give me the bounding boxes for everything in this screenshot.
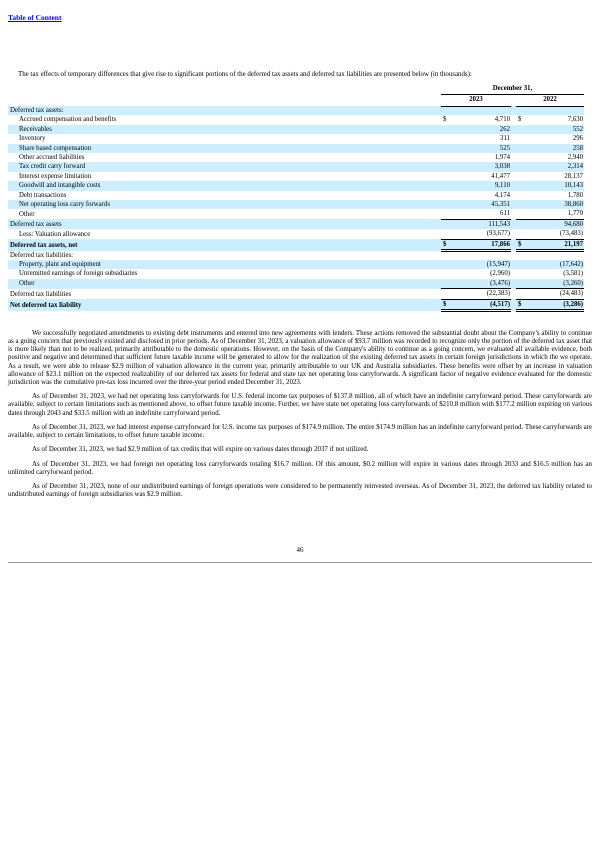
currency-2023: $ — [443, 116, 447, 124]
value-2022: 296 — [572, 135, 584, 143]
currency-2023 — [441, 125, 453, 134]
currency-2023: $ — [441, 239, 453, 250]
table-row — [8, 125, 584, 134]
footer-divider — [8, 562, 592, 563]
value-2023 — [453, 251, 511, 260]
value-2022: 1,770 — [528, 209, 584, 219]
table-header-years-row — [8, 95, 584, 107]
value-2022: 258 — [528, 144, 584, 153]
currency-2023 — [441, 153, 453, 162]
table-row — [8, 219, 584, 229]
row-label: Goodwill and intangible costs — [8, 181, 441, 190]
currency-2023 — [441, 106, 453, 115]
currency-2023 — [441, 289, 453, 299]
currency-2022 — [516, 279, 528, 289]
table-row — [8, 200, 584, 209]
value-2023: 1,974 — [494, 154, 510, 162]
currency-2023: $ — [441, 299, 453, 310]
value-2022: 28,137 — [564, 172, 584, 180]
currency-2023 — [441, 260, 453, 269]
row-label: Deferred tax assets: — [8, 106, 441, 115]
value-2022: (24,483) — [528, 289, 584, 299]
currency-2023 — [441, 251, 453, 260]
value-2022: (17,642) — [528, 260, 584, 269]
column-header-2023: 2023 — [441, 95, 511, 107]
currency-2023 — [441, 229, 453, 239]
row-label: Net operating loss carry forwards — [8, 200, 441, 209]
table-row — [8, 251, 584, 260]
value-2023: 525 — [453, 144, 511, 153]
table-row — [8, 106, 584, 115]
row-label: Other accrued liabilities — [19, 154, 85, 162]
value-2023: (2,960) — [490, 270, 510, 278]
table-row — [8, 209, 584, 219]
table-row — [8, 153, 584, 162]
table-row — [8, 239, 584, 250]
value-2023: 9,110 — [453, 181, 511, 190]
row-label: Deferred tax assets, net — [8, 239, 441, 250]
currency-2022 — [516, 162, 528, 171]
row-label: Deferred tax liabilities — [10, 290, 72, 298]
value-2023: (15,947) — [453, 260, 511, 269]
value-2022: 21,197 — [528, 239, 584, 250]
table-row — [8, 172, 584, 181]
value-2022: 2,940 — [567, 154, 584, 162]
value-2022: (3,260) — [528, 279, 584, 289]
value-2022: 94,680 — [528, 219, 584, 229]
currency-2023 — [441, 191, 453, 200]
table-row — [8, 181, 584, 190]
value-2023 — [453, 106, 511, 115]
currency-2022 — [516, 134, 528, 143]
table-header-group-row — [8, 84, 584, 95]
currency-2023 — [441, 181, 453, 190]
currency-2022 — [516, 191, 528, 200]
value-2022 — [528, 106, 584, 115]
row-label: Other — [19, 210, 35, 218]
currency-2023 — [441, 172, 453, 181]
row-label: Inventory — [19, 135, 46, 143]
value-2023: 4,710 — [494, 116, 510, 124]
currency-2022 — [516, 200, 528, 209]
table-row — [8, 289, 584, 299]
currency-2022 — [516, 260, 528, 269]
value-2023: 41,477 — [491, 172, 510, 180]
table-row — [8, 269, 584, 278]
table-row — [8, 134, 584, 143]
row-label: Debt transactions — [19, 191, 67, 199]
currency-2022: $ — [516, 239, 528, 250]
value-2023: 45,351 — [453, 200, 511, 209]
value-2023: 311 — [500, 135, 510, 143]
currency-2023 — [441, 200, 453, 209]
value-2022: (3,286) — [528, 299, 584, 310]
currency-2023 — [441, 269, 453, 278]
paragraphs — [8, 330, 592, 506]
value-2022: (3,581) — [563, 270, 584, 278]
row-label: Tax credit carry forward — [8, 162, 441, 171]
currency-2022 — [516, 269, 528, 278]
row-label: Receivables — [8, 125, 441, 134]
value-2022: 2,314 — [528, 162, 584, 171]
row-label: Other — [8, 279, 441, 289]
body-paragraph: As of December 31, 2023, we had $2.9 million of tax credits that will expire on various dates through 2037 if not utilized. — [32, 446, 369, 454]
table-header-date: December 31, — [441, 84, 584, 95]
currency-2023 — [441, 162, 453, 171]
currency-2022 — [516, 181, 528, 190]
row-label: Unremitted earnings of foreign subsidiaries — [19, 270, 138, 278]
value-2023: (22,383) — [453, 289, 511, 299]
row-label: Less: Valuation allowance — [19, 230, 91, 238]
deferred-tax-table-body — [8, 106, 584, 311]
currency-2023 — [441, 219, 453, 229]
currency-2022 — [516, 229, 528, 239]
deferred-tax-table — [8, 84, 584, 312]
value-2023: 262 — [453, 125, 511, 134]
currency-2023 — [441, 279, 453, 289]
table-row — [8, 144, 584, 153]
row-label: Property, plant and equipment — [8, 260, 441, 269]
value-2023: (93,677) — [453, 229, 511, 239]
value-2023: 3,038 — [453, 162, 511, 171]
currency-2022 — [516, 251, 528, 260]
currency-2023 — [441, 209, 453, 219]
value-2022 — [528, 251, 584, 260]
value-2022: 1,780 — [567, 191, 584, 199]
value-2022: 7,630 — [567, 116, 584, 124]
row-label: Interest expense limitation — [19, 172, 92, 180]
body-paragraph: As of December 31, 2023, we had foreign net operating loss carryforwards totaling $16.7 million. Of this amount, $0.2 million will expire in various dates through 2033 and $16.5 million has an unlimited carryforward period. — [8, 460, 592, 476]
table-row — [8, 191, 584, 200]
currency-2022 — [516, 289, 528, 299]
body-paragraph: As of December 31, 2023, none of our undistributed earnings of foreign operations were considered to be permanently reinvested overseas. As of December 31, 2023, the deferred tax liability related to undistributed earnings of foreign subsidiaries was $2.9 million. — [8, 483, 592, 499]
row-label: Net deferred tax liability — [8, 299, 441, 310]
currency-2023 — [441, 144, 453, 153]
body-paragraph: As of December 31, 2023, we had net operating loss carryforwards for U.S. federal income tax purposes of $137.8 million, all of which have an indefinite carryforward period. These carryforwards are available, subject to certain limitations such as mentioned above, to offset future taxable income. Further, we have state net operating loss carryforwards of $210.8 million with $177.2 million expiring on various dates through 2043 and $33.5 million with an indefinite carryforward period. — [8, 393, 592, 417]
value-2022: 10,143 — [528, 181, 584, 190]
value-2023: 111,543 — [453, 219, 511, 229]
table-of-content-link[interactable]: Table of Content — [8, 13, 62, 22]
currency-2022 — [516, 209, 528, 219]
currency-2022 — [516, 172, 528, 181]
currency-2022 — [516, 125, 528, 134]
table-row — [8, 279, 584, 289]
row-label: Deferred tax assets — [8, 219, 441, 229]
row-label: Accrued compensation and benefits — [19, 116, 117, 124]
table-row — [8, 299, 584, 310]
value-2023: 611 — [453, 209, 511, 219]
header-spacer — [8, 95, 441, 107]
body-paragraph: As of December 31, 2023, we had interest expense carryforward for U.S. income tax purposes of $174.9 million. The entire $174.9 million has an indefinite carryforward period. These carryforwards are available, subject to certain limitations, to offset future taxable income. — [8, 423, 592, 440]
currency-2023 — [441, 134, 453, 143]
row-label: Deferred tax liabilities: — [10, 251, 74, 259]
table-row — [8, 162, 584, 171]
currency-2022 — [516, 219, 528, 229]
currency-2022 — [516, 153, 528, 162]
table-row — [8, 115, 584, 124]
value-2022: (73,483) — [528, 229, 584, 239]
column-header-2022: 2022 — [516, 95, 584, 107]
intro-paragraph: The tax effects of temporary differences that give rise to significant portions of the deferred tax assets and deferred tax liabilities are presented below (in thousands): — [18, 71, 472, 78]
value-2023: 17,866 — [453, 239, 511, 250]
value-2023: (4,517) — [453, 299, 511, 310]
page-number: 46 — [296, 546, 304, 554]
header-spacer — [8, 84, 441, 95]
body-paragraph: We successfully negotiated amendments to existing debt instruments and entered into new agreements with lenders. These actions removed the substantial doubt about the Company's ability to continue as a going concern that previously existed and disclosed in prior periods. As of December 31, 2023, a valuation allowance of $93.7 million was recorded to recognize only the portion of the deferred tax asset that is more likely than not to be realized, primarily attributable to the domestic operations. However, on the basis of the Company's ability to continue as a going concern, we evaluated all available evidence, both positive and negative and determined that sufficient future taxable income will be generated to allow for the realization of the existing deferred tax assets in certain foreign jurisdictions in which the we operate. As a result, we were able to release $2.9 million of valuation allowance in the current year, primarily attributable to our UK and Australia subsidiaries. These benefits were offset by an increase in valuation allowance of $23.1 million on the expected realizability of our deferred tax assets for federal and state tax net operating loss carryforwards. A significant factor of negative evidence evaluated for the domestic jurisdiction was the cumulative pre-tax loss incurred over the three-year period ended December 31, 2023. — [8, 330, 592, 386]
currency-2022: $ — [518, 116, 522, 124]
currency-2022: $ — [516, 299, 528, 310]
value-2022: 552 — [528, 125, 584, 134]
value-2022: 38,860 — [528, 200, 584, 209]
currency-2022 — [516, 144, 528, 153]
currency-2022 — [516, 106, 528, 115]
row-label: Share based compensation — [8, 144, 441, 153]
value-2023: 4,174 — [494, 191, 510, 199]
value-2023: (3,476) — [453, 279, 511, 289]
table-row — [8, 260, 584, 269]
table-row — [8, 229, 584, 239]
